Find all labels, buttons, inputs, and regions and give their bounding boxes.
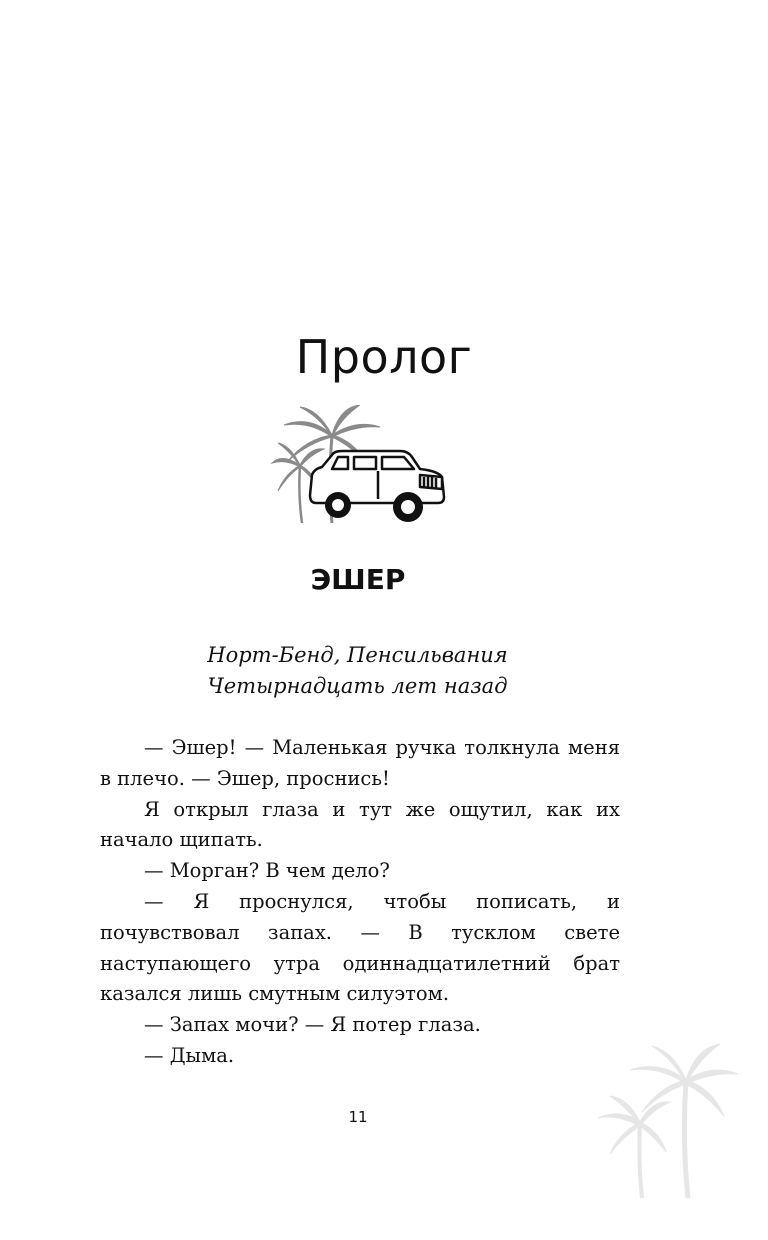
jeep-with-palms-icon (270, 405, 450, 530)
paragraph: — Я проснулся, чтобы пописать, и почувствовал запах. — В тусклом свете наступающего утра одиннадцатилетний брат казался лишь смутным силуэтом. (100, 889, 620, 1006)
epigraph (150, 640, 565, 702)
epigraph-place: Норт-Бенд, Пенсильвания (207, 643, 508, 667)
narrator-heading: ЭШЕР (310, 563, 406, 596)
paragraph: — Запах мочи? — Я потер глаза. (144, 1013, 481, 1037)
paragraph: Я открыл глаза и тут же ощутил, как их начало щипать. (100, 797, 620, 852)
paragraph: — Эшер! — Маленькая ручка толкнула меня в плечо. — Эшер, проснись! (100, 736, 620, 790)
epigraph-time: Четырнадцать лет назад (207, 674, 508, 698)
body-text (100, 733, 620, 1072)
page-number: 11 (348, 1108, 368, 1126)
paragraph: — Морган? В чем дело? (144, 859, 390, 883)
palm-trees-icon (590, 1040, 740, 1200)
chapter-title: Пролог (295, 330, 473, 384)
paragraph: — Дыма. (144, 1043, 235, 1067)
